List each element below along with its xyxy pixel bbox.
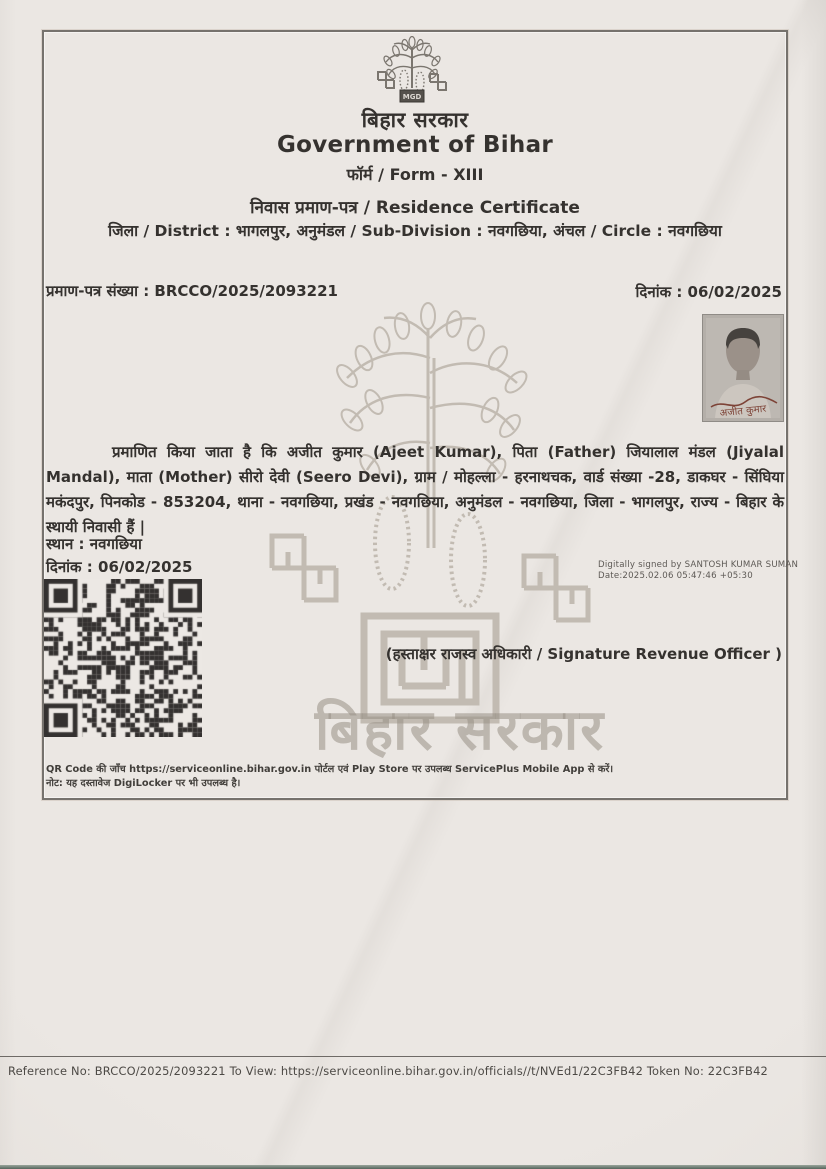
certificate-body-paragraph: प्रमाणित किया जाता है कि अजीत कुमार (Ajeet Kumar), पिता (Father) जियालाल मंडल (Jiyalal Mandal), माता (Mother) सीरो देवी (Seero Devi), ग्राम / मोहल्ला - हरनाथचक, वार्ड संख्या -28, डाकघर - सिंघिया मकंदपुर, पिनकोड - 853204, थाना - नवगछिया, प्रखंड - नवगछिया, अनुमंडल - नवगछिया, जिला - भागलपुर, राज्य - बिहार के स्थायी निवासी हैं | <box>46 443 784 536</box>
qr-verification-note: QR Code की जाँच https://serviceonline.bihar.gov.in पोर्टल एवं Play Store पर उपलब्ध ServicePlus Mobile App से करें। <box>46 764 614 775</box>
issue-date-bottom: दिनांक : 06/02/2025 <box>46 558 193 576</box>
watermark-text: बिहार सरकार <box>314 698 606 763</box>
form-number: फॉर्म / Form - XIII <box>346 165 484 184</box>
footer-reference-line: Reference No: BRCCO/2025/2093221 To View: https://serviceonline.bihar.gov.in/officials//t/NVEd1/22C3FB42 Token No: 22C3FB42 <box>8 1064 768 1078</box>
scan-bottom-edge <box>0 1165 826 1169</box>
digital-signature-line1: Digitally signed by SANTOSH KUMAR SUMAN <box>598 560 799 570</box>
bihar-emblem-icon <box>364 36 460 108</box>
certificate-title: निवास प्रमाण-पत्र / Residence Certificate <box>250 198 580 218</box>
district-subdivision-circle-line: जिला / District : भागलपुर, अनुमंडल / Sub-Division : नवगछिया, अंचल / Circle : नवगछिया <box>108 222 722 240</box>
issue-date-top: दिनांक : 06/02/2025 <box>635 283 782 301</box>
certificate-number: प्रमाण-पत्र संख्या : BRCCO/2025/2093221 <box>46 282 338 300</box>
signature-officer-caption: (हस्ताक्षर राजस्व अधिकारी / Signature Revenue Officer ) <box>385 645 782 663</box>
emblem-caption: MGD <box>402 93 422 101</box>
applicant-photo <box>702 314 784 422</box>
digital-signature-line2: Date:2025.02.06 05:47:46 +05:30 <box>598 571 753 581</box>
qr-code <box>44 579 202 737</box>
footer-divider <box>0 1056 826 1057</box>
issue-place: स्थान : नवगछिया <box>46 535 142 553</box>
org-name-english: Government of Bihar <box>276 132 554 158</box>
digilocker-note: नोट: यह दस्तावेज DigiLocker पर भी उपलब्ध है। <box>46 778 241 789</box>
org-name-hindi: बिहार सरकार <box>361 108 469 132</box>
digital-signature-block <box>598 560 818 582</box>
photo-signature-overlay: अजीत कुमार <box>719 403 767 420</box>
